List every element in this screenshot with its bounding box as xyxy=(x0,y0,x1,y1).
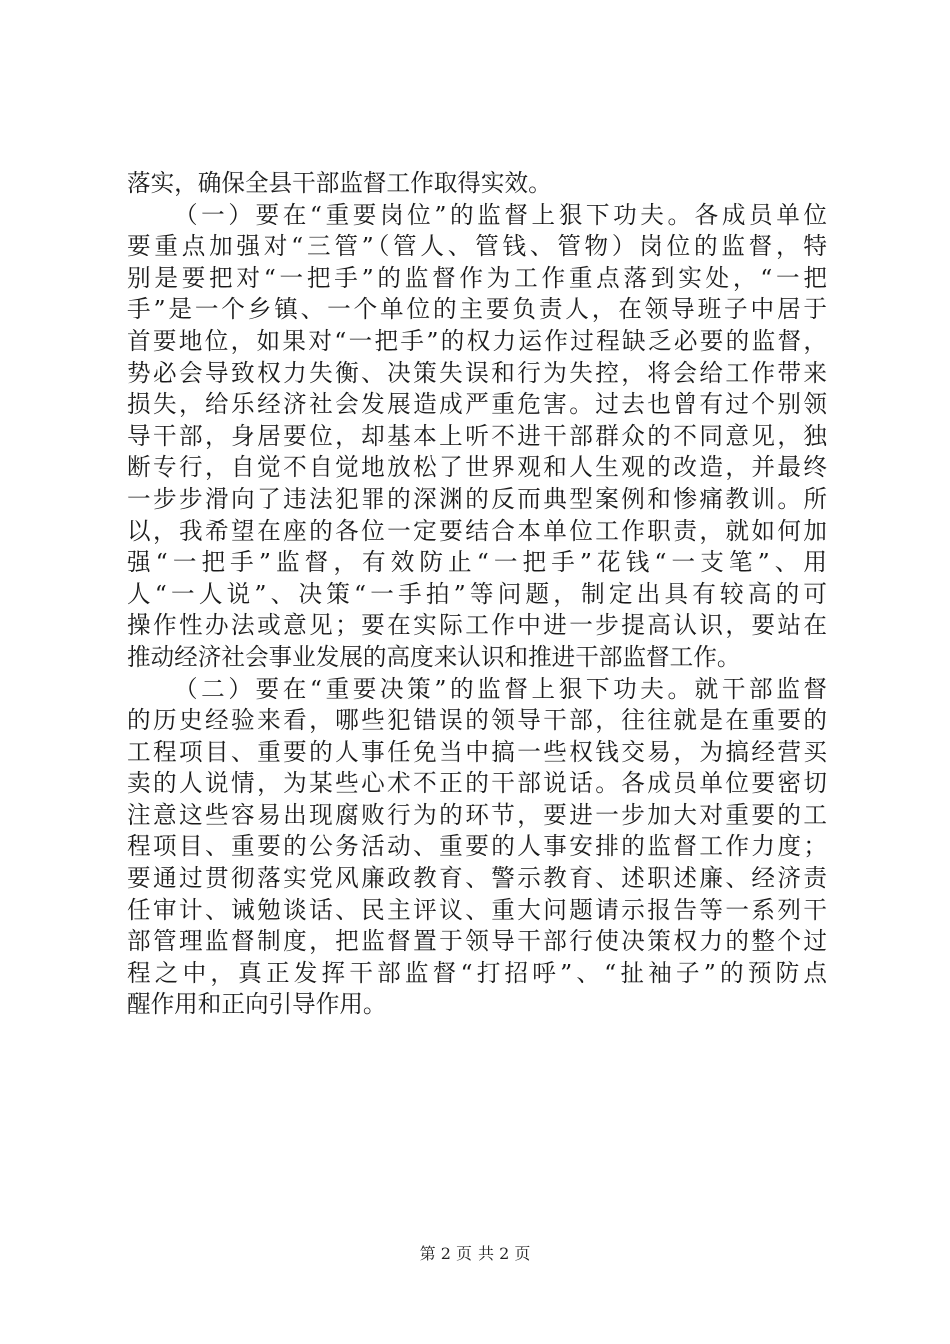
text-line: 部管理监督制度，把监督置于领导干部行使决策权力的整个过 xyxy=(127,927,827,956)
text-line: 的历史经验来看，哪些犯错误的领导干部，往往就是在重要的 xyxy=(127,706,827,735)
paragraph-2-first-line: （二）要在“重要决策”的监督上狠下功夫。就干部监督 xyxy=(174,674,827,703)
text-line: 要通过贯彻落实党风廉政教育、警示教育、述职述廉、经济责 xyxy=(127,864,827,893)
text-line: 注意这些容易出现腐败行为的环节，要进一步加大对重要的工 xyxy=(127,800,827,829)
text-line: 卖的人说情，为某些心术不正的干部说话。各成员单位要密切 xyxy=(127,769,827,798)
page-number-total: 共 2 页 xyxy=(478,1244,531,1263)
page-footer xyxy=(0,1244,950,1264)
text-line: 手”是一个乡镇、一个单位的主要负责人，在领导班子中居于 xyxy=(127,295,827,324)
text-line: 断专行，自觉不自觉地放松了世界观和人生观的改造，并最终 xyxy=(127,453,827,482)
text-line: 程项目、重要的公务活动、重要的人事安排的监督工作力度； xyxy=(127,832,827,861)
text-line: 以，我希望在座的各位一定要结合本单位工作职责，就如何加 xyxy=(127,516,827,545)
text-line: 人“一人说”、决策“一手拍”等问题，制定出具有较高的可 xyxy=(127,579,827,608)
text-line: 首要地位，如果对“一把手”的权力运作过程缺乏必要的监督， xyxy=(127,326,827,355)
text-line: 操作性办法或意见；要在实际工作中进一步提高认识，要站在 xyxy=(127,611,827,640)
text-line: 程之中，真正发挥干部监督“打招呼”、“扯袖子”的预防点 xyxy=(127,958,827,987)
text-line: 工程项目、重要的人事任免当中搞一些权钱交易，为搞经营买 xyxy=(127,737,827,766)
text-line: 醒作用和正向引导作用。 xyxy=(127,990,387,1019)
page-number-current: 第 2 页 xyxy=(419,1244,472,1263)
text-line: 别是要把对“一把手”的监督作为工作重点落到实处，“一把 xyxy=(127,263,827,292)
paragraph-1-first-line: （一）要在“重要岗位”的监督上狠下功夫。各成员单位 xyxy=(174,200,827,229)
text-line: 任审计、诫勉谈话、民主评议、重大问题请示报告等一系列干 xyxy=(127,895,827,924)
text-line: 要重点加强对“三管”（管人、管钱、管物）岗位的监督，特 xyxy=(127,232,827,261)
text-line: 一步步滑向了违法犯罪的深渊的反而典型案例和惨痛教训。所 xyxy=(127,484,827,513)
text-line: 导干部，身居要位，却基本上听不进干部群众的不同意见，独 xyxy=(127,421,827,450)
text-line: 损失，给乐经济社会发展造成严重危害。过去也曾有过个别领 xyxy=(127,390,827,419)
document-body xyxy=(127,168,827,1021)
text-line: 落实，确保全县干部监督工作取得实效。 xyxy=(127,169,552,197)
text-line: 推动经济社会事业发展的高度来认识和推进干部监督工作。 xyxy=(127,642,741,671)
text-line: 势必会导致权力失衡、决策失误和行为失控，将会给工作带来 xyxy=(127,358,827,387)
text-line: 强“一把手”监督，有效防止“一把手”花钱“一支笔”、用 xyxy=(127,548,827,577)
